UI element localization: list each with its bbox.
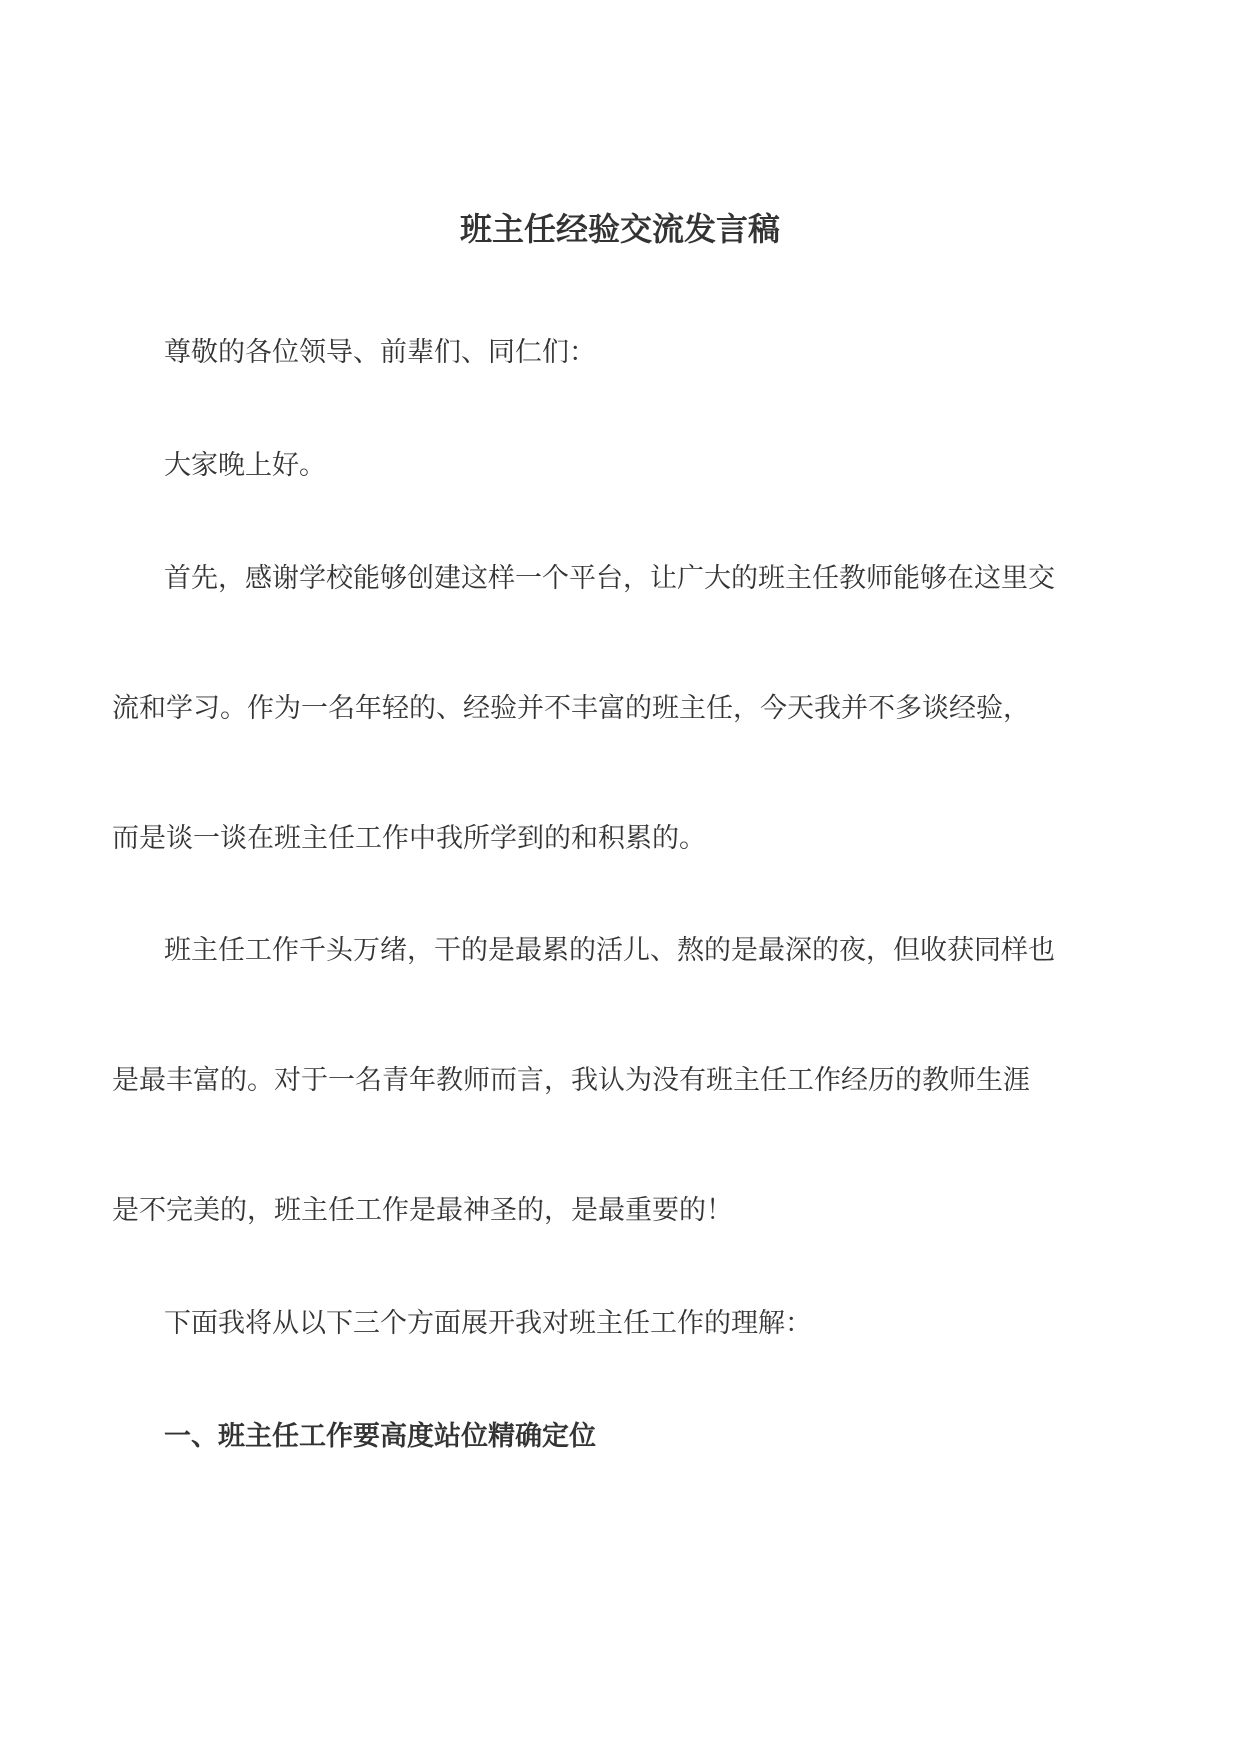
- paragraph-1-line-1: 首先，感谢学校能够创建这样一个平台，让广大的班主任教师能够在这里交: [164, 563, 1055, 594]
- salutation: 尊敬的各位领导、前辈们、同仁们：: [164, 337, 596, 368]
- paragraph-1-line-3: 而是谈一谈在班主任工作中我所学到的和积累的。: [112, 823, 706, 854]
- paragraph-2-line-1: 班主任工作千头万绪，干的是最累的活儿、熬的是最深的夜，但收获同样也: [164, 935, 1055, 966]
- paragraph-2-line-2: 是最丰富的。对于一名青年教师而言，我认为没有班主任工作经历的教师生涯: [112, 1065, 1030, 1096]
- paragraph-1-line-2: 流和学习。作为一名年轻的、经验并不丰富的班主任，今天我并不多谈经验，: [112, 693, 1030, 724]
- paragraph-3: 下面我将从以下三个方面展开我对班主任工作的理解：: [164, 1308, 812, 1339]
- greeting: 大家晚上好。: [164, 450, 326, 481]
- paragraph-2-line-3: 是不完美的，班主任工作是最神圣的，是最重要的！: [112, 1195, 733, 1226]
- document-title: 班主任经验交流发言稿: [459, 210, 780, 248]
- section-heading-1: 一、班主任工作要高度站位精确定位: [164, 1421, 596, 1452]
